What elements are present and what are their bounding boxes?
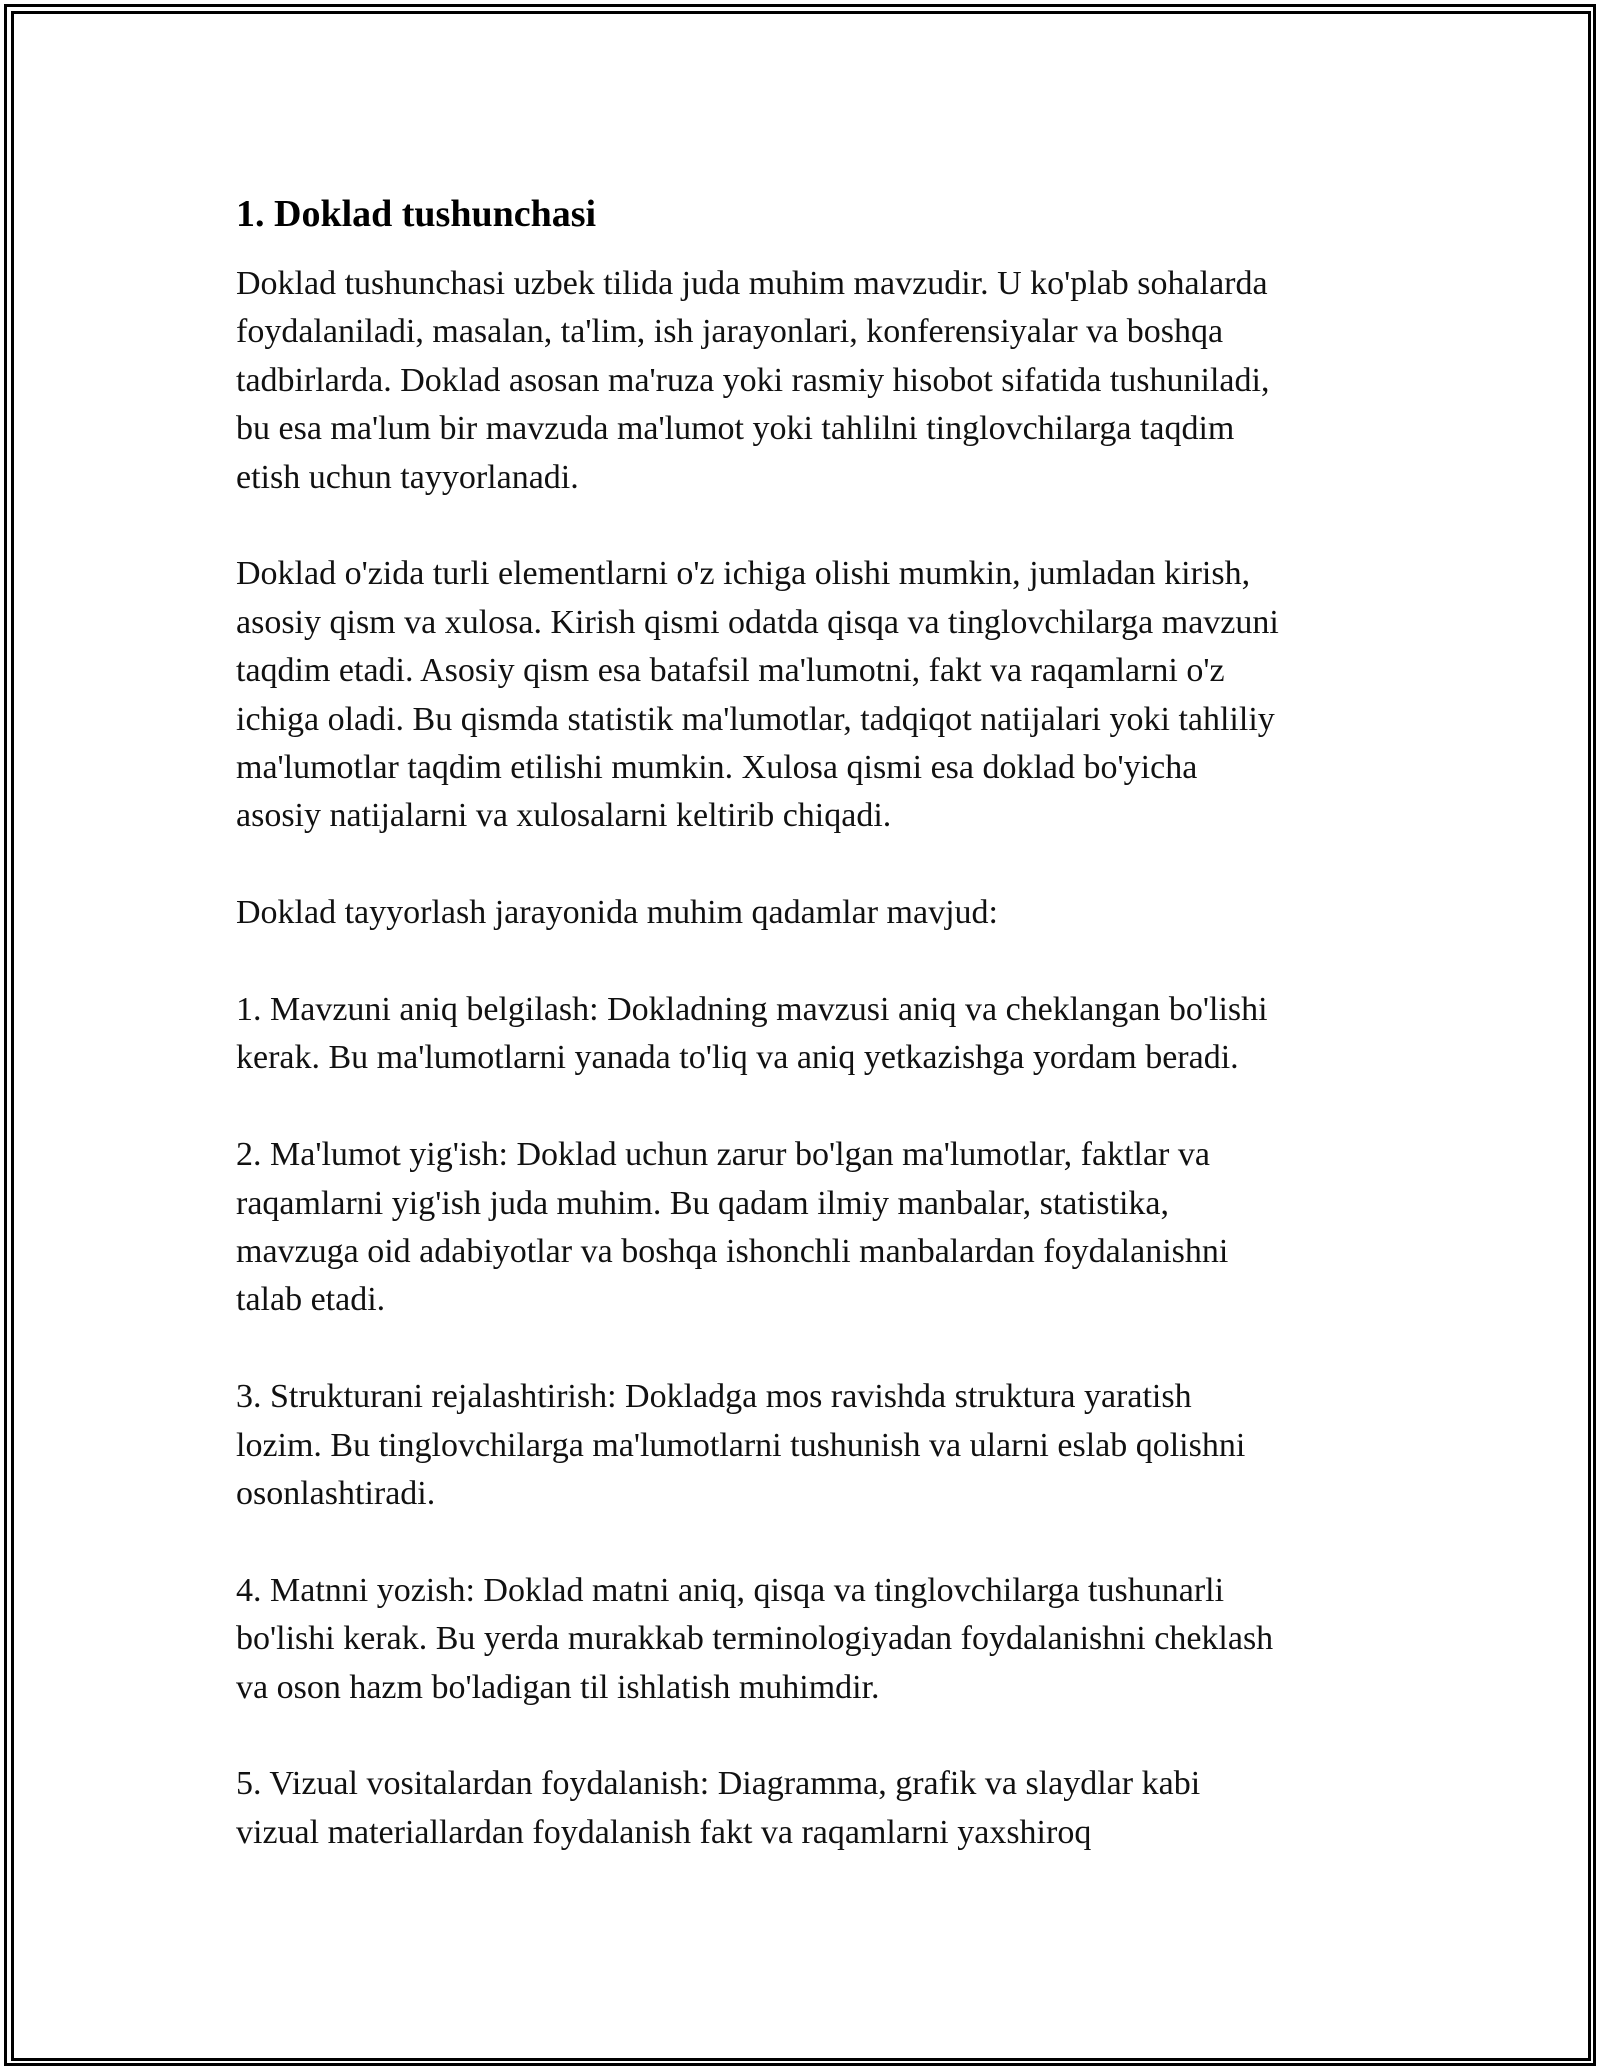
list-item-step-3: 3. Strukturani rejalashtirish: Dokladga mos ravishda struktura yaratish lozim. Bu tinglovchilarga ma'lumotlarni tushunish va ularni eslab qolishni osonlashtiradi. bbox=[236, 1378, 1246, 1513]
paragraph-intro: Doklad tushunchasi uzbek tilida juda muhim mavzudir. U ko'plab sohalarda foydalaniladi, masalan, ta'lim, ish jarayonlari, konferensiyalar va boshqa tadbirlarda. Doklad asosan ma'ruza yoki rasmiy hisobot sifatida tushuniladi, bu esa ma'lum bir mavzuda ma'lumot yoki tahlilni tinglovchilarga taqdim etish uchun tayyorlanadi. bbox=[236, 265, 1270, 496]
list-item-step-2: 2. Ma'lumot yig'ish: Doklad uchun zarur bo'lgan ma'lumotlar, faktlar va raqamlarni yig'ish juda muhim. Bu qadam ilmiy manbalar, statistika, mavzuga oid adabiyotlar va boshqa ishonchli manbalardan foydalanishni talab etadi. bbox=[236, 1136, 1229, 1319]
document-body bbox=[236, 190, 1381, 1906]
section-title: 1. Doklad tushunchasi bbox=[236, 193, 597, 235]
paragraph-structure: Doklad o'zida turli elementlarni o'z ichiga olishi mumkin, jumladan kirish, asosiy qism va xulosa. Kirish qismi odatda qisqa va tinglovchilarga mavzuni taqdim etadi. Asosiy qism esa batafsil ma'lumotni, fakt va raqamlarni o'z ichiga oladi. Bu qismda statistik ma'lumotlar, tadqiqot natijalari yoki tahliliy ma'lumotlar taqdim etilishi mumkin. Xulosa qismi esa doklad bo'yicha asosiy natijalarni va xulosalarni keltirib chiqadi. bbox=[236, 555, 1279, 835]
list-item-step-1: 1. Mavzuni aniq belgilash: Dokladning mavzusi aniq va cheklangan bo'lishi kerak. Bu ma'lumotlarni yanada to'liq va aniq yetkazishga yordam beradi. bbox=[236, 991, 1268, 1077]
list-item-step-5: 5. Vizual vositalardan foydalanish: Diagramma, grafik va slaydlar kabi vizual materiallardan foydalanish fakt va raqamlarni yaxshiroq bbox=[236, 1765, 1201, 1851]
list-item-step-4: 4. Matnni yozish: Doklad matni aniq, qisqa va tinglovchilarga tushunarli bo'lishi kerak. Bu yerda murakkab terminologiyadan foydalanishni cheklash va oson hazm bo'ladigan til ishlatish muhimdir. bbox=[236, 1571, 1274, 1706]
paragraph-steps-intro: Doklad tayyorlash jarayonida muhim qadamlar mavjud: bbox=[236, 894, 998, 932]
